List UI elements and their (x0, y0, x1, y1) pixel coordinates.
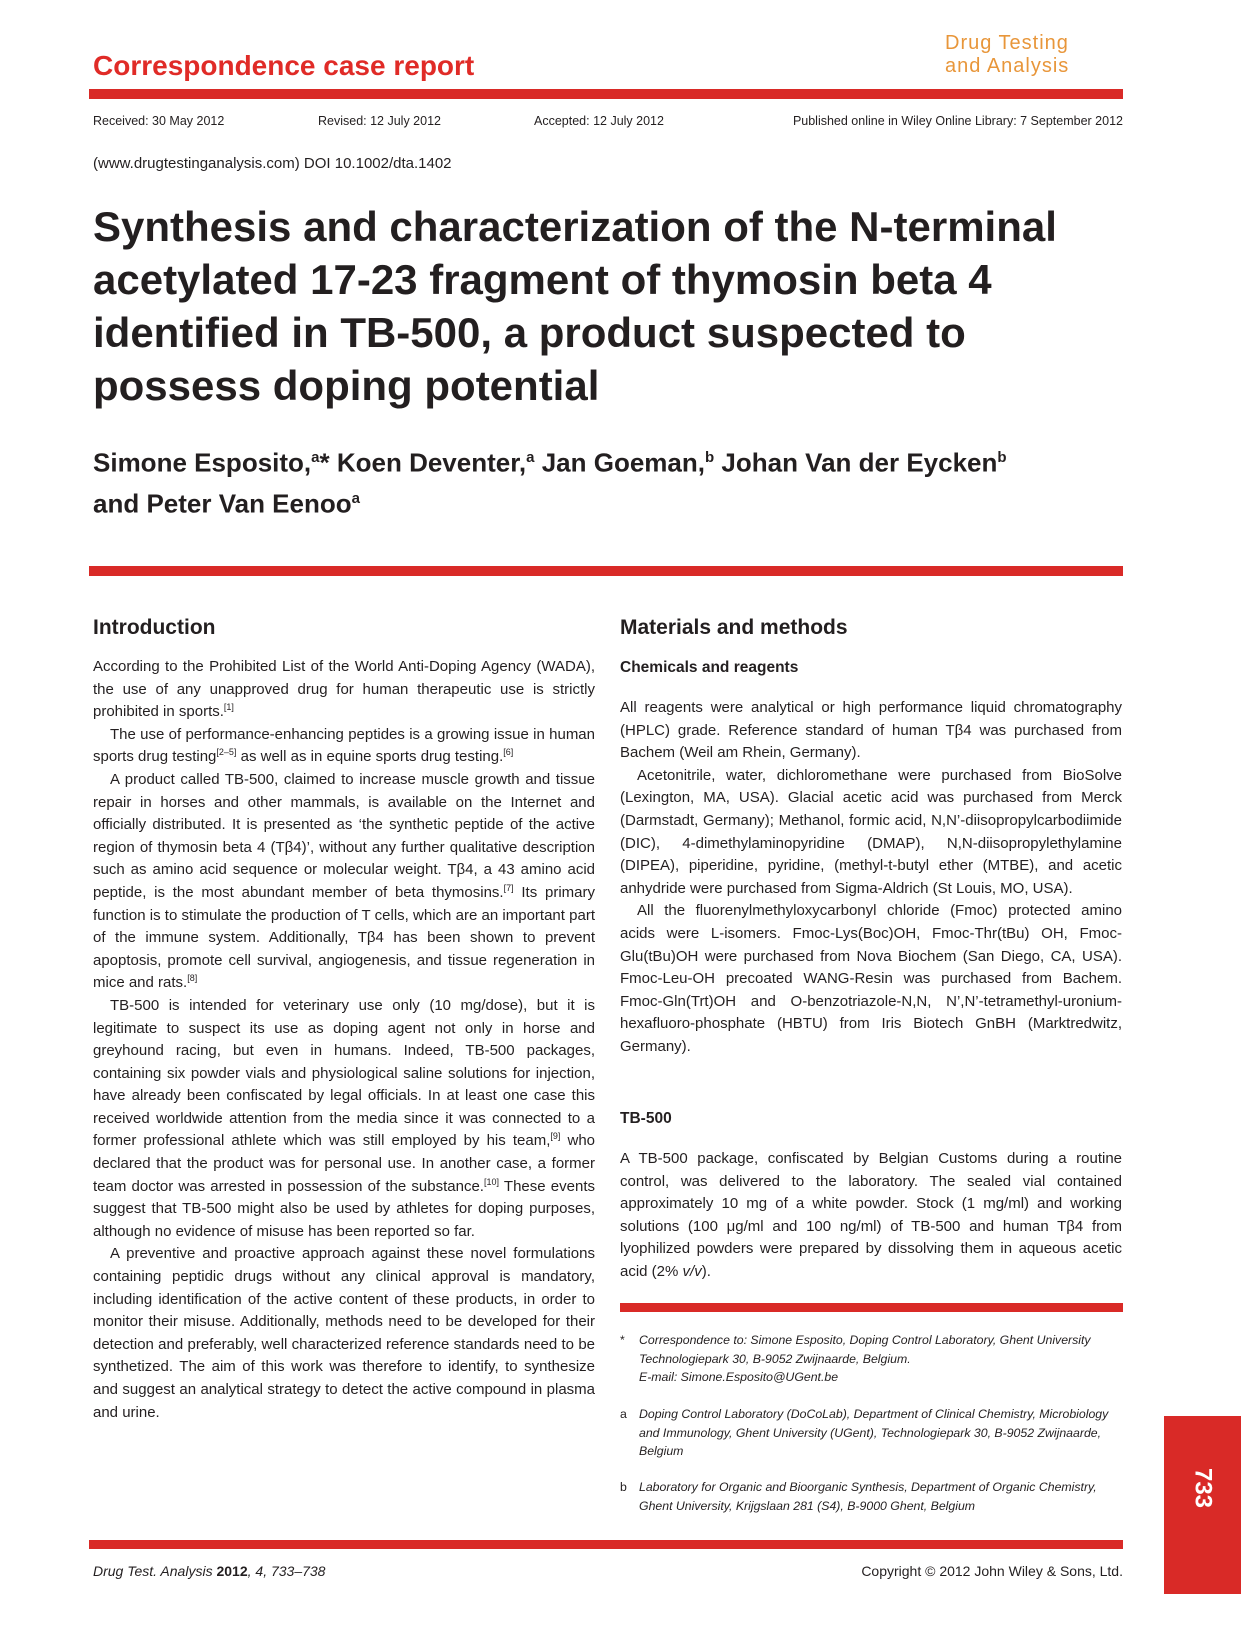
paragraph: A product called TB-500, claimed to increase muscle growth and tissue repair in horses and other mammals, is available on the Internet and officially distributed. It is presented as ‘the synthetic peptide of the active region of thymosin beta 4 (Tβ4)’, without any further qualitative description such as amino acid sequence or molecular weight. Tβ4, a 43 amino acid peptide, is the most abundant member of beta thymosins.[7] Its primary function is to stimulate the production of T cells, which are an important part of the immune system. Additionally, Tβ4 has been shown to prevent apoptosis, promote cell survival, angiogenesis, and tissue regeneration in mice and rats.[8] (93, 770, 595, 992)
affiliation-mark: b (997, 449, 1007, 466)
tb500-body (620, 1148, 1122, 1284)
footnote-mark: b (620, 1480, 627, 1494)
footer-rule (89, 1540, 1123, 1549)
journal-logo-line2: and Analysis (945, 55, 1070, 77)
journal-logo-line1: Drug Testing (945, 32, 1069, 54)
affiliation-mark: a (311, 449, 320, 466)
page-number-tab (1164, 1416, 1241, 1594)
email-text: E-mail: Simone.Esposito@UGent.be (639, 1370, 839, 1384)
footnote-mark: * (620, 1333, 625, 1347)
citation: [1] (223, 702, 234, 713)
author-name: Johan Van der Eycken (714, 447, 998, 478)
journal-logo (945, 32, 1069, 78)
copyright-text: Copyright © 2012 John Wiley & Sons, Ltd. (861, 1563, 1123, 1579)
paragraph: TB-500 is intended for veterinary use only (10 mg/dose), but it is legitimate to suspect its use as doping agent not only in horse and greyhound racing, but even in humans. Indeed, TB-500 packages, containing six powder vials and physiological saline solutions for injection, have already been confiscated by legal officials. In at least one case this received worldwide attention from the media since it was connected to a former professional athlete which was still employed by his team,[9] who declared that the product was for personal use. In another case, a former team doctor was arrested in possession of the substance.[10] These events suggest that TB-500 might also be used by athletes for doping purposes, although no evidence of misuse has been reported so far. (93, 996, 596, 1240)
year: 2012 (216, 1563, 248, 1579)
header-rule (89, 89, 1123, 99)
published-date: Published online in Wiley Online Library: 7 September 2012 (792, 114, 1123, 128)
paragraph: The use of performance-enhancing peptides is a growing issue in human sports drug testing[2–5] as well as in equine sports drug testing.[6] (93, 725, 595, 766)
doi-line: (www.drugtestinganalysis.com) DOI 10.1002/dta.1402 (93, 155, 452, 172)
paragraph: Acetonitrile, water, dichloromethane were purchased from BioSolve (Lexington, MA, USA). Glacial acetic acid was purchased from Merck (Darmstadt, Germany); Methanol, formic acid, N,N’-diisopropylcarbodiimide (DIC), 4-dimethylaminopyridine (DMAP), N,N-diisopropylethylamine (DIPEA), piperidine, pyridine, (methyl-t-butyl ether (MTBE), and acetic anhydride were purchased from Sigma-Aldrich (St Louis, MO, USA). (620, 766, 1122, 897)
citation: [7] (503, 882, 514, 893)
volume-pages: , 4, 733–738 (247, 1563, 326, 1579)
citation: [10] (483, 1176, 499, 1187)
footnote-mark: a (620, 1407, 627, 1421)
accepted-date: Accepted: 12 July 2012 (534, 114, 664, 128)
citation-footer (93, 1563, 325, 1579)
footnote-rule (620, 1303, 1123, 1312)
author-name: Simone Esposito, (93, 447, 312, 478)
citation: [6] (503, 747, 514, 758)
affiliation-b: Laboratory for Organic and Bioorganic Synthesis, Department of Organic Chemistry, Ghent University, Krijgslaan 281 (S4), B-9000 Ghent, Belgium (639, 1480, 1097, 1513)
section-label: Correspondence case report (93, 50, 475, 81)
author-name: Jan Goeman, (534, 447, 705, 478)
tb500-subheading: TB-500 (620, 1110, 672, 1127)
methods-heading: Materials and methods (620, 616, 848, 639)
title-rule (89, 566, 1123, 576)
paragraph: A preventive and proactive approach against these novel formulations containing peptidic drugs without any clinical approval is mandatory, including identification of the active content of these products, in order to monitor their misuse. Additionally, methods need to be developed for their detection and preferably, well characterized reference standards need to be synthetized. The aim of this work was therefore to identify, to synthesize and suggest an analytical strategy to detect the active compound in plasma and urine. (93, 1245, 595, 1421)
affiliation-mark: a (351, 489, 360, 507)
corresponding-mark: * (319, 447, 330, 478)
page-number: 733 (1189, 1467, 1217, 1509)
paragraph: All reagents were analytical or high performance liquid chromatography (HPLC) grade. Reference standard of human Tβ4 was purchased from Bachem (Weil am Rhein, Germany). (620, 699, 1122, 762)
introduction-heading: Introduction (93, 616, 216, 639)
correspondence-note: Correspondence to: Simone Esposito, Doping Control Laboratory, Ghent University Technologiepark 30, B-9052 Zwijnaarde, Belgium. E-mail: Simone.Esposito@UGent.be (639, 1331, 1123, 1387)
paragraph: According to the Prohibited List of the World Anti-Doping Agency (WADA), the use of any unapproved drug for human therapeutic use is strictly prohibited in sports.[1] (93, 658, 595, 721)
received-date: Received: 30 May 2012 (93, 114, 225, 128)
paragraph: A TB-500 package, confiscated by Belgian Customs during a routine control, was delivered to the laboratory. The sealed vial contained approximately 10 mg of a white powder. Stock (1 mg/ml) and working solutions (100 μg/ml and 100 ng/ml) of TB-500 and human Tβ4 from lyophilized powders were prepared by dissolving them in aqueous acetic acid (2% v/v). (620, 1150, 1122, 1280)
chemicals-subheading: Chemicals and reagents (620, 659, 799, 676)
author-name: and Peter Van Eenoo (93, 488, 352, 519)
introduction-body (93, 656, 595, 1424)
article-title: Synthesis and characterization of the N-terminal acetylated 17-23 fragment of thymosin beta 4 identified in TB-500, a product suspected to possess doping potential (93, 203, 1057, 409)
citation: [9] (550, 1131, 561, 1142)
revised-date: Revised: 12 July 2012 (318, 114, 441, 128)
citation: [2–5] (216, 747, 237, 758)
paragraph: All the fluorenylmethyloxycarbonyl chloride (Fmoc) protected amino acids were L-isomers. Fmoc-Lys(Boc)OH, Fmoc-Thr(tBu) OH, Fmoc-Glu(tBu)OH were purchased from Nova Biochem (San Diego, CA, USA). Fmoc-Leu-OH precoated WANG-Resin was purchased from Bachem. Fmoc-Gln(Trt)OH and O-benzotriazole-N,N, N’,N’-tetramethyl-uronium-hexafluoro-phosphate (HBTU) from Iris Biotech GnBH (Marktredwitz, Germany). (620, 902, 1122, 1055)
affiliation-mark: a (526, 449, 535, 466)
affiliation-mark: b (704, 449, 715, 466)
affiliation-a: Doping Control Laboratory (DoCoLab), Department of Clinical Chemistry, Microbiology and Immunology, Ghent University (UGent), Technologiepark 30, B-9052 Zwijnaarde, Belgium (639, 1407, 1109, 1458)
author-list (93, 440, 1143, 521)
chemicals-body (620, 697, 1122, 1059)
citation: [8] (187, 973, 198, 984)
journal-name: Drug Test. Analysis (93, 1563, 213, 1579)
author-name: Koen Deventer, (329, 447, 527, 478)
